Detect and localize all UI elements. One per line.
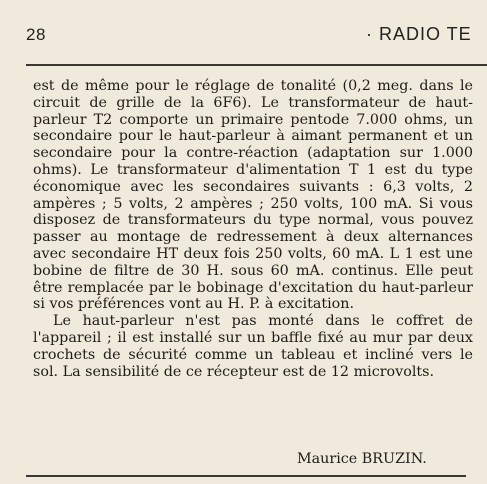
article-body	[33, 78, 473, 380]
header-separator-dot: ·	[366, 24, 373, 44]
article-paragraph-1: est de même pour le réglage de tonalité (0,2 meg. dans le circuit de grille de la 6F6). Le transformateur de haut-parleur T2 comporte un primaire pentode 7.000 ohms, un secondaire pour le haut-parleur à aimant permanent et un secondaire pour la contre-réaction (adaptation sur 1.000 ohms). Le transformateur d'alimentation T 1 est du type économique avec les secondaires suivants : 6,3 volts, 2 ampères ; 5 volts, 2 ampères ; 250 volts, 100 mA. Si vous disposez de transformateurs du type normal, vous pouvez passer au montage de redressement à deux alternances avec secondaire HT deux fois 250 volts, 60 mA. L 1 est une bobine de filtre de 30 H. sous 60 mA. continus. Elle peut être remplacée par le bobinage d'excitation du haut-parleur si vos préférences vont au H. P. à excitation.	[33, 78, 473, 313]
running-header	[366, 24, 487, 45]
article-paragraph-2: Le haut-parleur n'est pas monté dans le coffret de l'appareil ; il est installé sur un baffle fixé au mur par deux crochets de sécurité comme un tableau et incliné vers le sol. La sensibilité de ce récepteur est de 12 microvolts.	[33, 313, 473, 380]
footer-rule	[26, 475, 466, 477]
running-title: RADIO TE	[379, 24, 472, 44]
header-rule	[26, 64, 487, 66]
page-number: 28	[26, 25, 46, 44]
author-signature: Maurice BRUZIN.	[297, 451, 427, 467]
